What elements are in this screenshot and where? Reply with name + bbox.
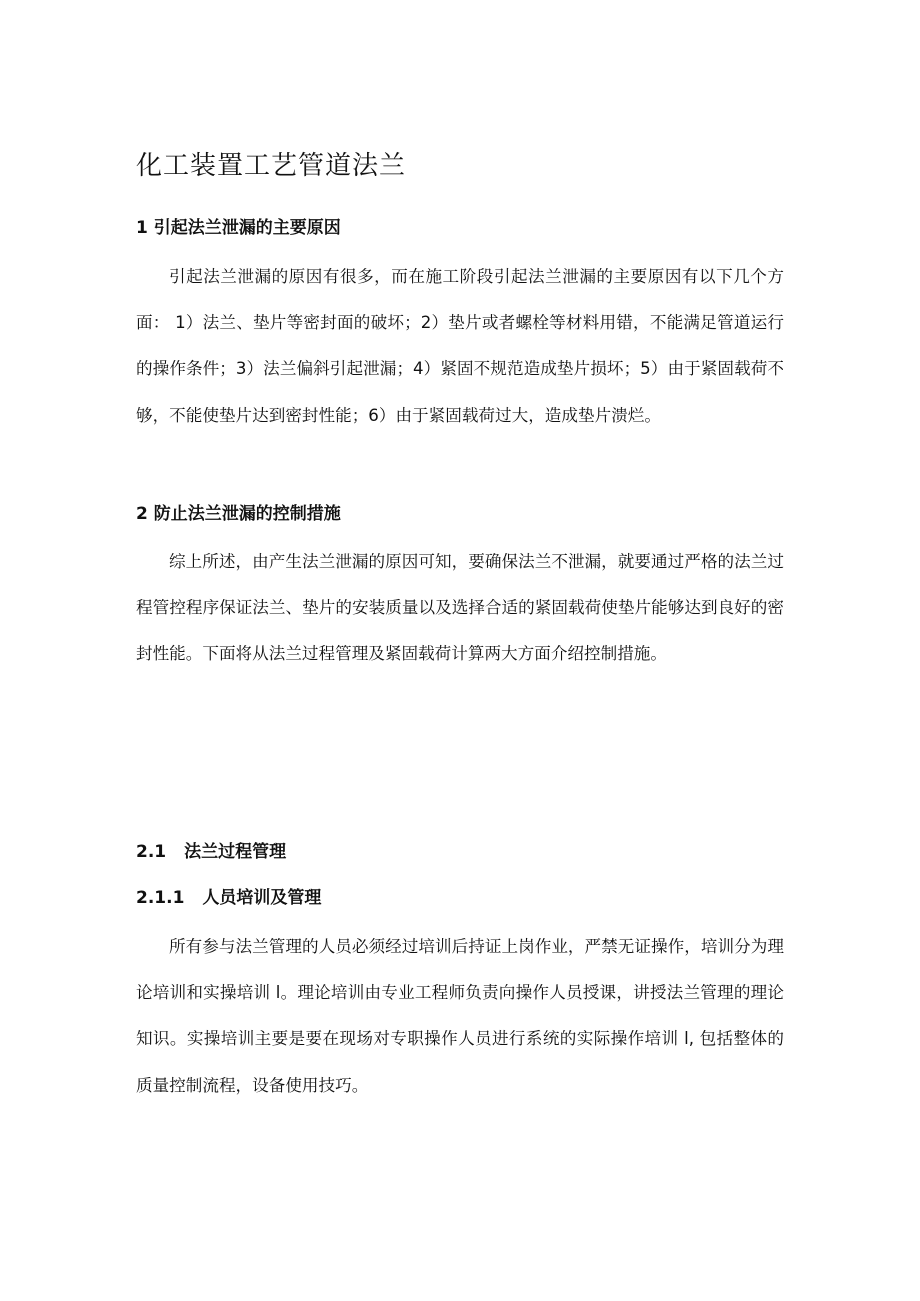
section-heading-text: 引起法兰泄漏的主要原因 (153, 218, 341, 238)
section-heading-text: 防止法兰泄漏的控制措施 (153, 504, 341, 524)
section-number: 2.1 (136, 842, 167, 862)
section-number: 1 (136, 218, 148, 238)
section-heading-2-1 (136, 840, 286, 864)
section-heading-text: 人员培训及管理 (202, 888, 322, 908)
section-paragraph-2-1-1: 所有参与法兰管理的人员必须经过培训后持证上岗作业，严禁无证操作，培训分为理论培训和实操培训 l。理论培训由专业工程师负责向操作人员授课，讲授法兰管理的理论知识。实操培训主要是要在现场对专职操作人员进行系统的实际操作培训 l, 包括整体的质量控制流程，设备使用技巧。 (136, 937, 784, 1095)
section-number: 2.1.1 (136, 888, 185, 908)
document-title: 化工装置工艺管道法兰 (136, 151, 407, 181)
section-paragraph-1: 引起法兰泄漏的原因有很多，而在施工阶段引起法兰泄漏的主要原因有以下几个方面： 1）法兰、垫片等密封面的破坏；2）垫片或者螺栓等材料用错，不能满足管道运行的操作条件；3）法兰偏斜引起泄漏；4）紧固不规范造成垫片损坏；5）由于紧固载荷不够，不能使垫片达到密封性能；6）由于紧固载荷过大，造成垫片溃烂。 (136, 267, 784, 425)
section-heading-2-1-1 (136, 886, 321, 910)
section-paragraph-2: 综上所述，由产生法兰泄漏的原因可知，要确保法兰不泄漏，就要通过严格的法兰过程管控程序保证法兰、垫片的安装质量以及选择合适的紧固载荷使垫片能够达到良好的密封性能。下面将从法兰过程管理及紧固载荷计算两大方面介绍控制措施。 (136, 552, 784, 664)
section-heading-text: 法兰过程管理 (184, 842, 287, 862)
section-heading-1 (136, 216, 341, 240)
section-number: 2 (136, 504, 148, 524)
section-heading-2 (136, 502, 341, 526)
